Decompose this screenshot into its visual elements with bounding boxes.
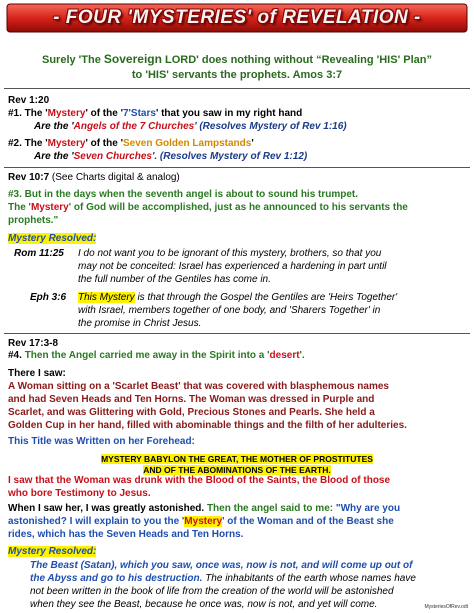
babylon-title-1: MYSTERY BABYLON THE GREAT, THE MOTHER OF PROSTITUTES <box>101 454 373 464</box>
woman-line-1: A Woman sitting on a 'Scarlet Beast' that was covered with blasphemous names <box>8 381 389 392</box>
eph-line-1: This Mystery is that through the Gospel the Gentiles are 'Heirs Together' <box>78 292 398 303</box>
mystery-2-answer: Are the 'Seven Churches'. (Resolves Mystery of Rev 1:12) <box>34 151 308 162</box>
divider <box>4 167 470 168</box>
mystery-2: #2. The 'Mystery' of the 'Seven Golden Lampstands' <box>8 138 254 149</box>
woman-line-3: Scarlet, and was Glittering with Gold, Precious Stones and Pearls. She held a <box>8 407 375 418</box>
footer-filename: MysteriesOfRev.odt <box>424 604 468 610</box>
intro-line-1: Surely 'The Sovereign LORD' does nothing without “Revealing 'HIS' Plan” <box>42 52 432 66</box>
beast-line-2: the Abyss and go to his destruction. The inhabitants of the earth whose names have <box>30 573 416 584</box>
astonished-line-2: astonished? I will explain to you the 'Mystery' of the Woman and of the Beast she <box>8 516 394 527</box>
drunk-line-1: I saw that the Woman was drunk with the Blood of the Saints, the Blood of those <box>8 475 391 486</box>
beast-line-3: not been written in the book of life from the creation of the world will be astonished <box>30 586 394 597</box>
there-i-saw: There I saw: <box>8 368 66 379</box>
mystery-3-line-3: prophets." <box>8 215 59 226</box>
babylon-title-2: AND OF THE ABOMINATIONS OF THE EARTH. <box>143 465 331 475</box>
intro-line-2: to 'HIS' servants the prophets. Amos 3:7 <box>131 69 343 81</box>
beast-line-1: The Beast (Satan), which you saw, once was, now is not, and will come up out of <box>30 560 413 571</box>
ref-rev-1-20: Rev 1:20 <box>8 95 50 106</box>
ref-rev-10-7: Rev 10:7 (See Charts digital & analog) <box>8 172 180 183</box>
drunk-line-2: who bore Testimony to Jesus. <box>8 488 151 499</box>
mystery-1-answer: Are the 'Angels of the 7 Churches' (Resolves Mystery of Rev 1:16) <box>34 121 347 132</box>
ref-rev-17-3-8: Rev 17:3-8 <box>8 338 59 349</box>
eph-line-3: the promise in Christ Jesus. <box>78 318 202 329</box>
divider <box>4 88 470 89</box>
mystery-4: #4. Then the Angel carried me away in the Spirit into a 'desert'. <box>8 350 305 361</box>
mystery-resolved-label-2: Mystery Resolved: <box>8 546 97 557</box>
title-banner <box>6 3 468 33</box>
woman-line-4: Golden Cup in her hand, filled with abominable things and the filth of her adulteries. <box>8 420 407 431</box>
astonished-line-1: When I saw her, I was greatly astonished. Then the angel said to me: "Why are you <box>8 503 401 514</box>
rom-11-25: Rom 11:25 <box>14 248 64 259</box>
eph-line-2: with Israel, members together of one body, and 'Sharers Together' in <box>78 305 381 316</box>
page-title: - FOUR 'MYSTERIES' of REVELATION - <box>53 7 421 28</box>
eph-3-6: Eph 3:6 <box>30 292 67 303</box>
woman-line-2: and had Seven Heads and Ten Horns. The Woman was dressed in Purple and <box>8 394 375 405</box>
divider <box>4 333 470 334</box>
rom-line-1: I do not want you to be ignorant of this mystery, brothers, so that you <box>78 248 382 259</box>
beast-line-4: when they see the Beast, because he once was, now is not, and yet will come. <box>30 599 378 610</box>
rom-line-3: the full number of the Gentiles has come in. <box>78 274 271 285</box>
mystery-1: #1. The 'Mystery' of the '7'Stars' that you saw in my right hand <box>8 108 303 119</box>
astonished-line-3: rides, which has the Seven Heads and Ten Horns. <box>8 529 244 540</box>
forehead-title: This Title was Written on her Forehead: <box>8 436 195 447</box>
mystery-3-line-2: The 'Mystery' of God will be accomplished, just as he announced to his servants the <box>8 202 408 213</box>
rom-line-2: may not be conceited: Israel has experienced a hardening in part until <box>78 261 387 272</box>
mystery-resolved-label: Mystery Resolved: <box>8 233 97 244</box>
mystery-3: #3. But in the days when the seventh angel is about to sound his trumpet. <box>8 189 359 200</box>
